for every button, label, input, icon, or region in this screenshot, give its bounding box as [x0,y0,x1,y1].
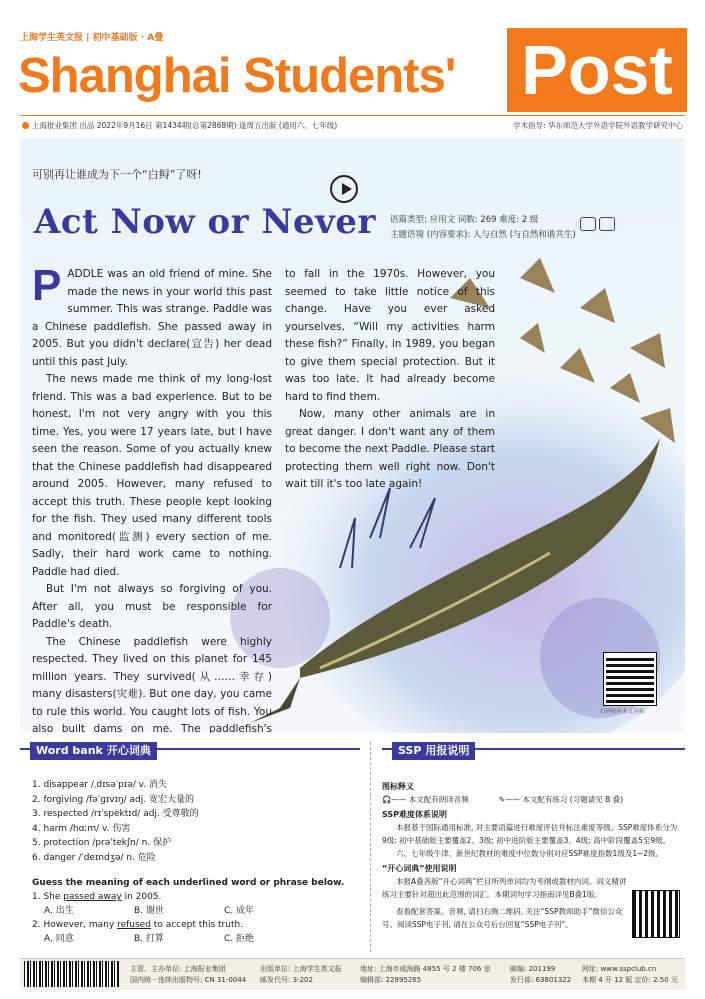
paragraph: ADDLE was an old friend of mine. She made the news in your world this past summer. This was strange. Paddle was a Chinese paddlefish. She passed away in 2005. But you didn't declare(宣告) her dead until this past July. [32,268,272,368]
word-bank-tag: Word bank 开心词典 [30,742,157,760]
audio-qr-code[interactable] [604,653,656,705]
article-column-2 [285,266,495,494]
list-item: 5. protection /prəˈtekʃn/ n. 保护 [32,838,172,848]
icon-legend: 🎧—— 本文配有朗读音频 ✎—— 本文配有练习 (习题请见 B 叠) [382,795,624,804]
lower-section [20,742,685,957]
masthead-divider [20,115,685,116]
guess-exercise [32,876,344,946]
edition-label: 上海学生英文报 | 初中基础版 · A叠 [20,33,164,43]
word-list [32,778,199,865]
pencil-icon: ✎ [498,795,506,804]
newspaper-title: Shanghai Students' [18,49,456,103]
paragraph: The news made me think of my long-lost friend. This was a bad experience. But to be honest, I'm not very angry with you this time. Yes, you were 17 years late, but I have seen the reason. Some of you actually knew that the Chinese paddlefish had disappeared around 2005. However, many refused to accept this truth. These people kept looking for the fish. They used many different tools and monitored(监测) every section of me. Sadly, their hard work came to nothing. Paddle had died. [32,373,272,578]
paragraph: The Chinese paddlefish were highly respected. They lived on this planet for 145 million years. They survived(从……幸存) many disasters(灾难). But one day, you came to rule this world. You caught lots of fish. You also built dams on me. The paddlefish's [32,635,272,733]
meta-theme: 主题语境 (内容要求): 人与自然 (与自然和谐共生) [390,230,576,240]
footer-publication: 出版单位: 上海学生英文报 邮发代号: 3-202 [260,965,342,984]
article-column-1 [32,261,272,733]
article-meta [390,213,576,243]
difficulty-text-2: 六、七年级牛津、新世纪教材的难度中位数分别对应SSP难度指数1级及1~2级。 [396,849,664,858]
qr-label: 扫码收听本文音频 [600,709,645,715]
exercise-instruction: Guess the meaning of each underlined word or phrase below. [32,878,345,888]
footer-website: 网址: www.sspclub.cn 本期 4 开 12 版 定价: 2.50 元 [582,965,678,984]
dropcap: P [32,261,62,310]
paragraph: But I'm not always so forgiving of you. After all, you must be responsible for Paddle's death. [32,583,272,630]
wordbank-usage-heading: “开心词典”使用说明 [382,864,457,873]
masthead [0,0,705,132]
pencil-icon [599,217,615,231]
paragraph: Now, many other animals are in great danger. I don't want any of them to become the next Paddle. Please start protecting them well right now. Don't wait till it's too late again! [285,408,495,490]
column-divider [370,742,371,952]
difficulty-heading: SSP难度体系说明 [382,810,448,819]
academic-guide: 学术指导: 华东师范大学外语学院外语教学研究中心 [513,121,683,130]
post-logo: Post [507,28,687,112]
paragraph: to fall in the 1970s. However, you seemed to take little notice of this change. Have you ever asked yourselves, “Will my activities harm these fish?” Finally, in 1989, you began to give them special protection. But it was too late. It had already become hard to find them. [285,268,495,403]
headphones-icon [580,217,596,231]
footer-publisher: 主管、主办单位: 上海报业集团 国内统一连续出版物号: CN 31-0044 [130,965,247,984]
meta-icons [580,216,618,235]
list-item: 1. disappear /ˌdɪsəˈpɪə/ v. 消失 [32,780,168,790]
headphones-icon: 🎧 [382,795,392,804]
difficulty-text: 本报基于国际通用标准, 对主要语篇进行难度评估并标注难度等级。SSP难度体系分为9级: 初中基础版主要覆盖2、3级; 初中进阶版主要覆盖3、4级; 高中阶段覆盖5至9级。 [382,823,678,845]
article-section [20,138,685,733]
list-item: 4. harm /hɑːm/ v. 伤害 [32,823,131,834]
footer [20,958,685,990]
list-item: 6. danger /ˈdeɪndʒə/ n. 危险 [32,852,156,863]
list-item: 3. respected /rɪˈspektɪd/ adj. 受尊敬的 [32,809,199,819]
exercise-options-2: A. 同意 B. 打算 C. 拒绝 [44,934,255,944]
issue-info: 上海报业集团 出品 2022年9月16日 第1434期(总第2868期)·逢周五出版 (通用六、七年级) [22,120,337,131]
list-item: 2. forgiving /fəˈɡɪvɪŋ/ adj. 宽宏大量的 [32,794,194,805]
exercise-sentence-2: 2. However, many refused to accept this truth. [32,920,244,930]
publisher-logo-icon [22,122,29,129]
article-subhead: 可别再让谁成为下一个“白鲟”了呀! [32,168,202,181]
meta-genre: 语篇类型: 应用文 词数: 269 难度: 2 级 [390,215,539,225]
play-audio-button[interactable] [330,175,358,203]
qr-instructions: 查看配套答案、音频, 请扫右侧二维码, 关注“SSP教师助手”微信公众号。阅读SSP电子刊, 请在公众号后台回复“SSP电子刊”。 [382,907,623,929]
wordbank-usage-text: 本报A叠各版“开心词典”栏目所列单词均为考纲或教材内词。词义精讲练习主要针对超出此范围的词汇。本期词句学习指南详见B叠1版。 [382,877,627,899]
answers-qr-code[interactable] [632,890,680,938]
icon-legend-heading: 图标释义 [382,782,414,791]
barcode [24,961,119,987]
footer-address: 地址: 上海市威海路 4855 号 2 楼 706 室 编辑部: 22895265 [360,965,491,984]
exercise-sentence-1: 1. She passed away in 2005. [32,892,162,902]
ssp-tag: SSP 用报说明 [392,742,475,760]
article-headline: Act Now or Never [34,202,376,242]
footer-postcode: 邮编: 201199 发行部: 63801322 [510,965,572,984]
exercise-options-1: A. 出生 B. 谢世 C. 成年 [44,906,255,916]
